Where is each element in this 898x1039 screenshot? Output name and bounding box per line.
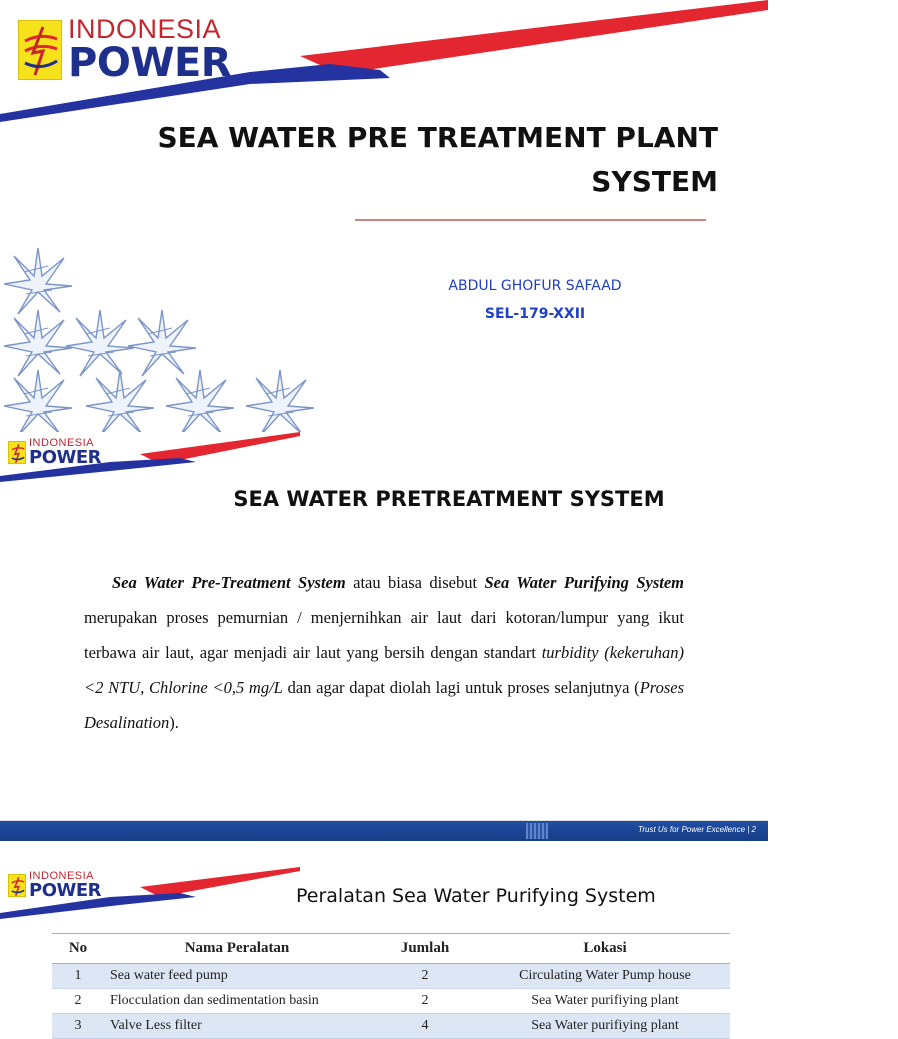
cell-qty: 4 xyxy=(370,1014,480,1039)
indonesia-power-logo xyxy=(18,14,232,86)
cell-name: Flocculation dan sedimentation basin xyxy=(104,989,370,1014)
logo-word-bottom: POWER xyxy=(29,447,102,468)
lightning-logo-icon xyxy=(18,20,62,80)
brand-swoosh xyxy=(0,821,768,931)
title-slide xyxy=(0,0,768,432)
cell-location: Sea Water purifiying plant xyxy=(480,1014,730,1039)
author-name: ABDUL GHOFUR SAFAAD xyxy=(448,278,622,294)
pretreatment-slide xyxy=(0,432,768,820)
logo-word-bottom: POWER xyxy=(29,880,102,901)
term-purifying: Sea Water Purifying System xyxy=(484,573,684,592)
presentation-title xyxy=(118,116,718,204)
text-segment: dan agar dapat diolah lagi untuk proses selanjutnya ( xyxy=(282,678,640,697)
cell-no: 1 xyxy=(52,964,104,989)
cell-location: Circulating Water Pump house xyxy=(480,964,730,989)
equipment-table xyxy=(52,933,730,1039)
logo-word-top: INDONESIA xyxy=(29,870,95,882)
table-row xyxy=(52,989,730,1014)
equipment-slide xyxy=(0,820,768,1033)
table-row xyxy=(52,1014,730,1039)
section-title: Peralatan Sea Water Purifying System xyxy=(296,885,656,907)
indonesia-power-logo xyxy=(8,871,101,900)
cell-name: Valve Less filter xyxy=(104,1014,370,1039)
logo-word-top: INDONESIA xyxy=(68,14,222,44)
header-location: Lokasi xyxy=(480,934,730,964)
lightning-logo-icon xyxy=(8,441,26,464)
term-desalination: Proses Desalination xyxy=(84,678,684,732)
cell-location: Sea Water purifiying plant xyxy=(480,989,730,1014)
title-divider xyxy=(355,219,706,221)
cell-qty: 2 xyxy=(370,964,480,989)
text-segment: merupakan proses pemurnian / menjernihkan air laut dari kotoran/lumpur yang ikut terbawa air laut, agar menjadi air laut yang bersih dengan standart xyxy=(84,608,684,662)
cell-name: Sea water feed pump xyxy=(104,964,370,989)
term-pretreatment: Sea Water Pre-Treatment System xyxy=(112,573,346,592)
header-no: No xyxy=(52,934,104,964)
title-line-1: SEA WATER PRE TREATMENT PLANT xyxy=(157,121,718,154)
lightning-pattern-decoration xyxy=(0,248,330,432)
logo-word-top: INDONESIA xyxy=(29,437,95,449)
table-row xyxy=(52,964,730,989)
cell-no: 2 xyxy=(52,989,104,1014)
text-segment: atau biasa disebut xyxy=(345,573,485,592)
text-segment: ). xyxy=(169,713,179,732)
header-name: Nama Peralatan xyxy=(104,934,370,964)
logo-word-bottom: POWER xyxy=(68,40,232,86)
description-paragraph xyxy=(84,565,684,740)
cell-qty: 2 xyxy=(370,989,480,1014)
tagline: Trust Us for Power Excellence | 2 xyxy=(638,825,756,834)
title-line-2: SYSTEM xyxy=(591,165,718,198)
indonesia-power-logo xyxy=(8,438,101,467)
standard-spec: turbidity (kekeruhan) <2 NTU, Chlorine <0,5 mg/L xyxy=(84,643,684,697)
brand-swoosh xyxy=(0,432,768,492)
section-title: SEA WATER PRETREATMENT SYSTEM xyxy=(233,487,665,511)
cell-no: 3 xyxy=(52,1014,104,1039)
table-header-row xyxy=(52,934,730,964)
lightning-logo-icon xyxy=(8,874,26,897)
author-id: SEL-179-XXII xyxy=(484,306,586,322)
header-qty: Jumlah xyxy=(370,934,480,964)
